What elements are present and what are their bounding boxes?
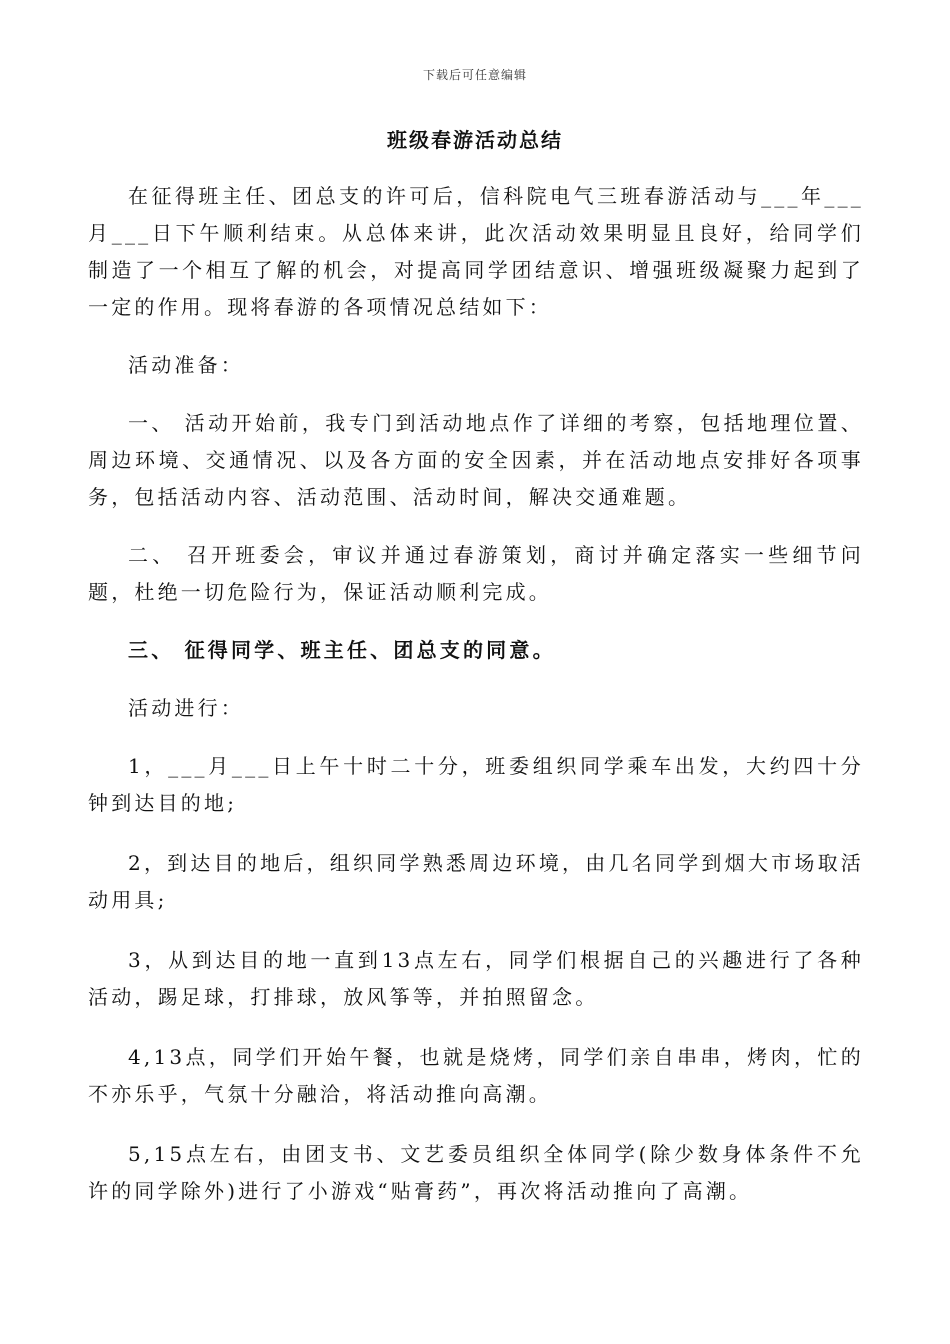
section-heading-activity: 活动进行： (128, 696, 244, 720)
activity-item-1: 1，___月___日上午十时二十分，班委组织同学乘车出发，大约四十分钟到达目的地; (88, 754, 864, 815)
intro-paragraph: 在征得班主任、团总支的许可后，信科院电气三班春游活动与___年___月___日下午顺利结束。从总体来讲，此次活动效果明显且良好，给同学们制造了一个相互了解的机会，对提高同学团结意识、增强班级凝聚力起到了一定的作用。现将春游的各项情况总结如下： (88, 184, 864, 319)
preparation-item-1: 一、 活动开始前，我专门到活动地点作了详细的考察，包括地理位置、周边环境、交通情况、以及各方面的安全因素，并在活动地点安排好各项事务，包括活动内容、活动范围、活动时间，解决交通难题。 (88, 411, 864, 509)
document-body (88, 178, 864, 1210)
activity-item-5: 5,15点左右，由团支书、文艺委员组织全体同学(除少数身体条件不允许的同学除外)进行了小游戏“贴膏药”，再次将活动推向了高潮。 (88, 1142, 864, 1203)
activity-item-2: 2，到达目的地后，组织同学熟悉周边环境，由几名同学到烟大市场取活动用具; (88, 851, 864, 912)
preparation-item-2: 二、 召开班委会，审议并通过春游策划，商讨并确定落实一些细节问题，杜绝一切危险行为，保证活动顺利完成。 (88, 543, 864, 604)
document-title: 班级春游活动总结 (387, 128, 563, 152)
activity-item-4: 4,13点，同学们开始午餐，也就是烧烤，同学们亲自串串，烤肉，忙的不亦乐乎，气氛十分融洽，将活动推向高潮。 (88, 1045, 864, 1106)
preparation-item-3: 三、 征得同学、班主任、团总支的同意。 (128, 638, 556, 662)
activity-item-3: 3，从到达目的地一直到13点左右，同学们根据自己的兴趣进行了各种活动，踢足球，打排球，放风筝等，并拍照留念。 (88, 948, 864, 1009)
section-heading-preparation: 活动准备： (128, 353, 244, 377)
header-note: 下载后可任意编辑 (422, 68, 527, 82)
